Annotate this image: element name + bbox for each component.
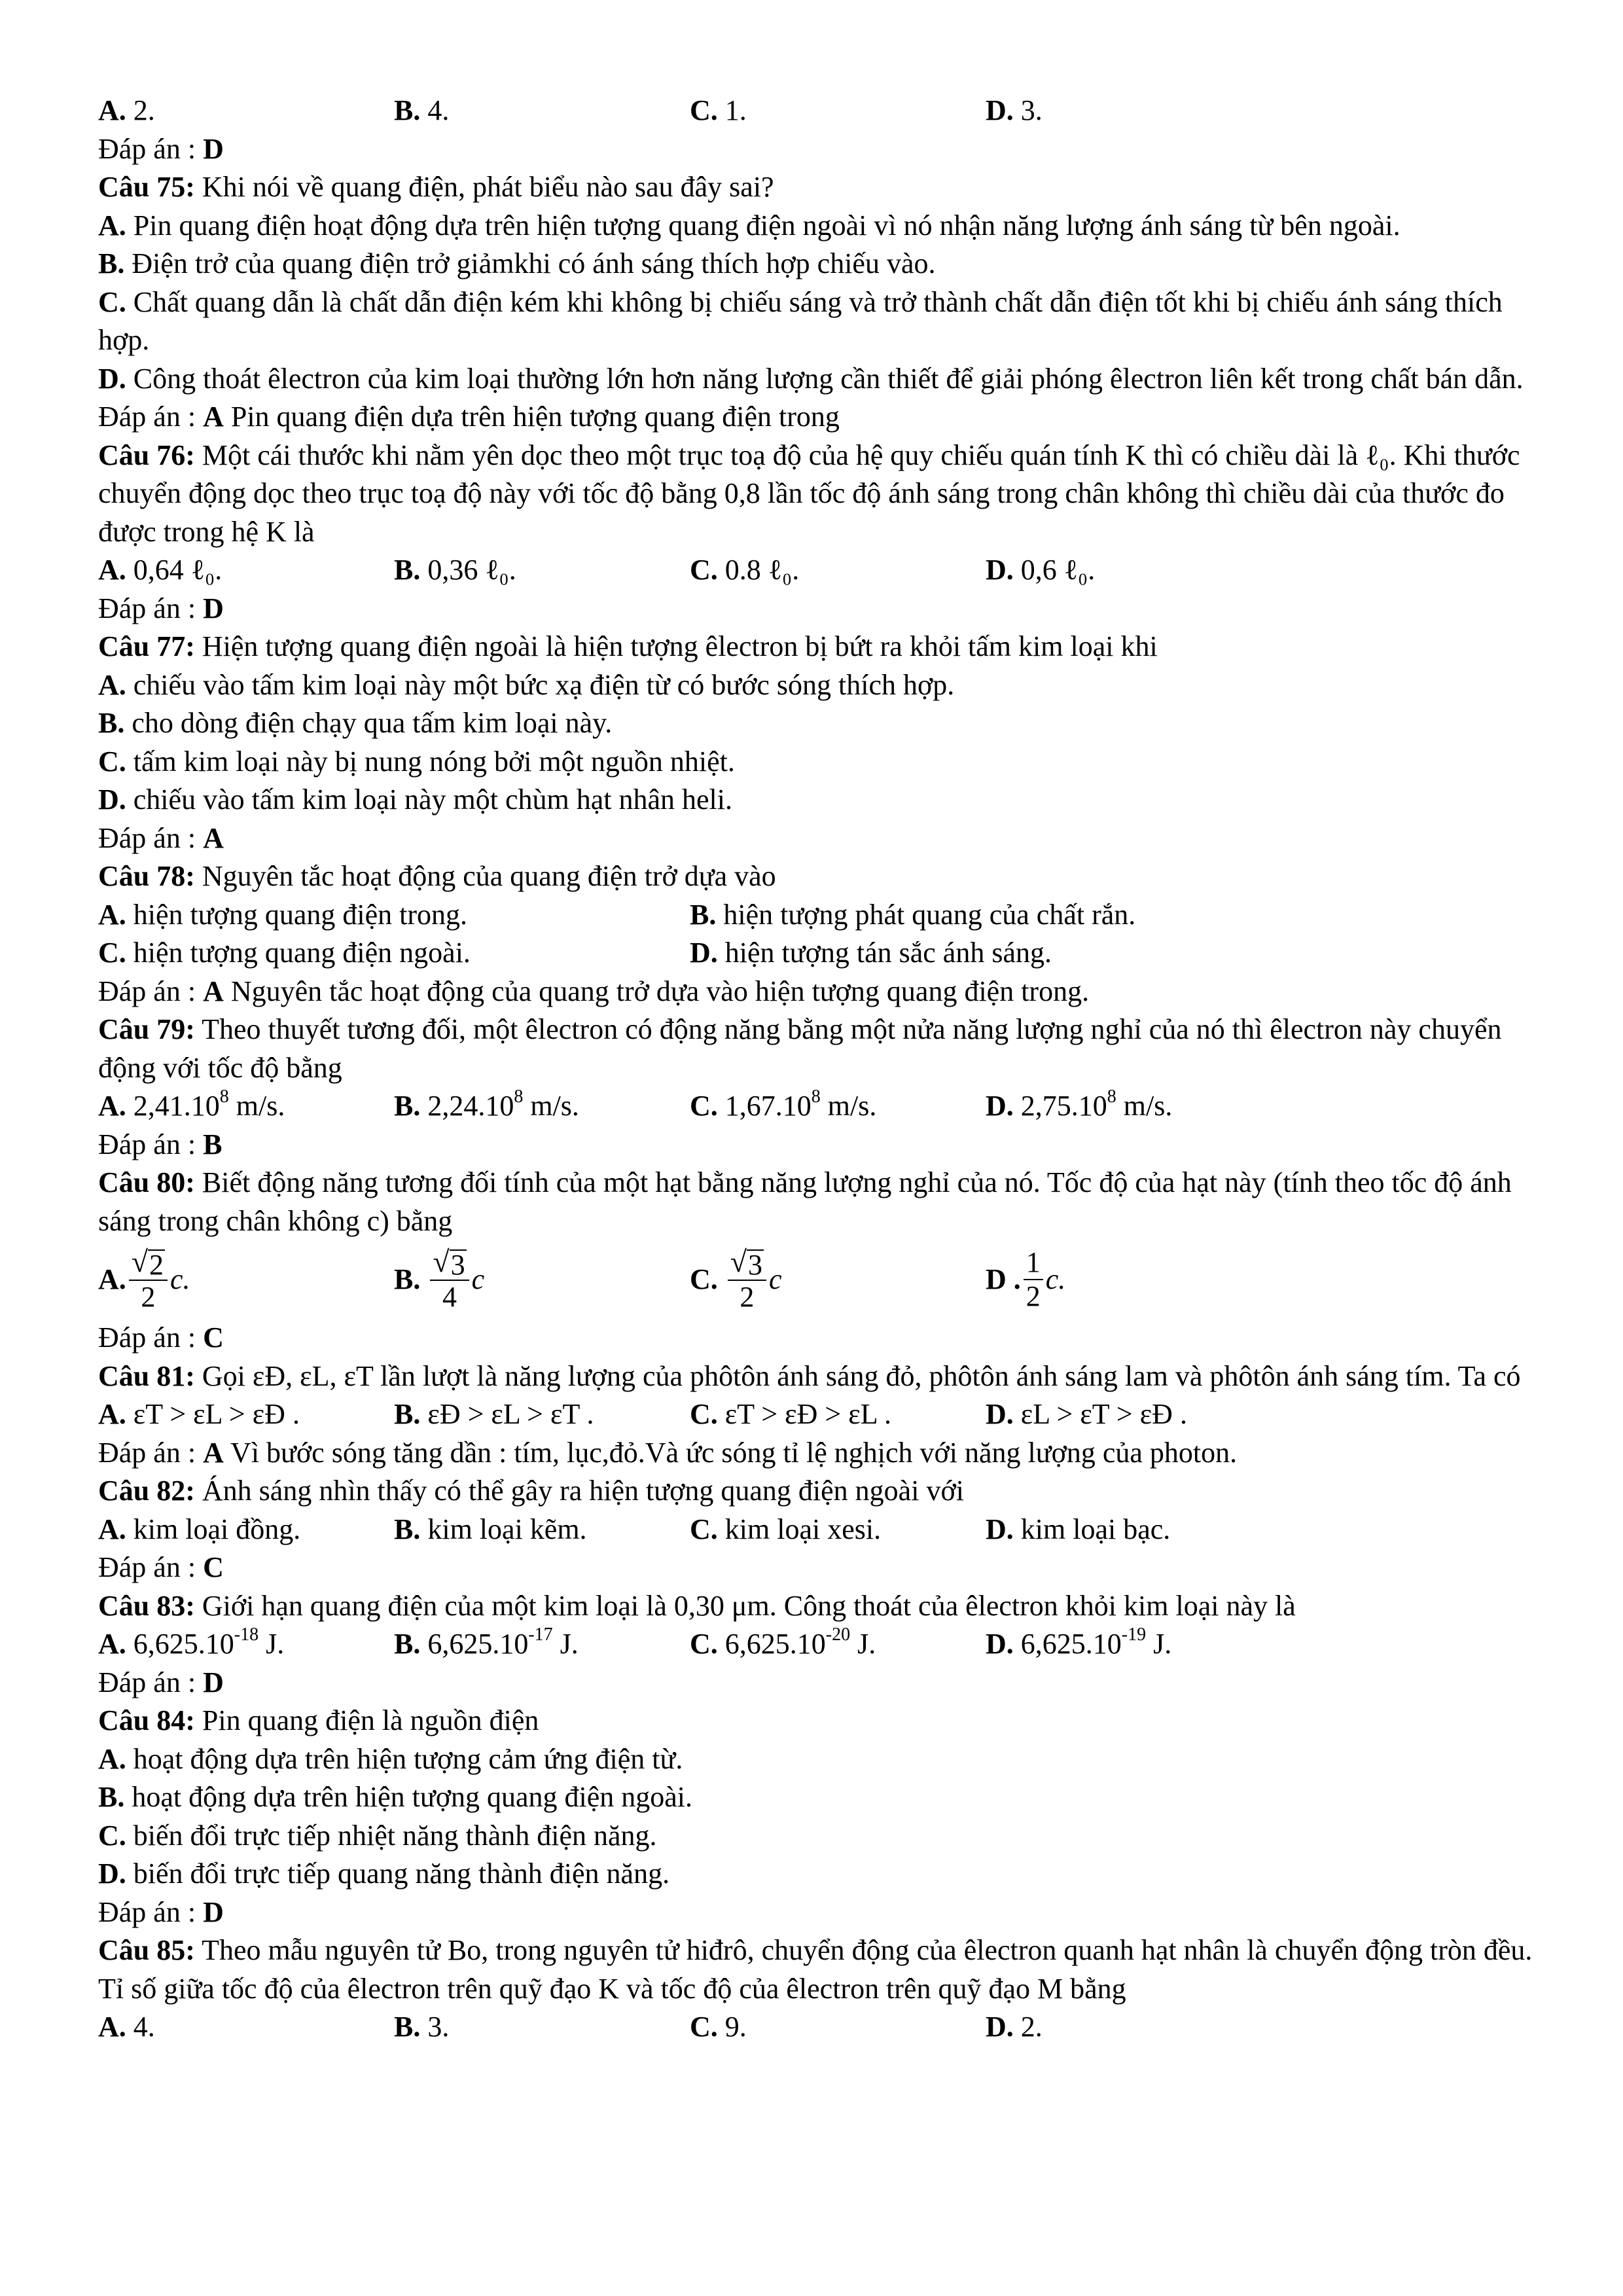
q84-answer: Đáp án : D xyxy=(98,1895,224,1928)
q77-option-c: C. tấm kim loại này bị nung nóng bởi một nguồn nhiệt. xyxy=(98,745,735,778)
q84-option-a: A. hoạt động dựa trên hiện tượng cảm ứng điện từ. xyxy=(98,1742,683,1775)
q80-option-a: A. √ 2 2 c. xyxy=(98,1245,190,1313)
q80-options xyxy=(98,1240,1538,1319)
q76-options xyxy=(98,551,1538,590)
q77-stem: Câu 77: Hiện tượng quang điện ngoài là hiện tượng êlectron bị bứt ra khỏi tấm kim loại khi xyxy=(98,630,1158,662)
q83-option-d: D. $6,625.10^{-19}$ J. xyxy=(986,1624,1172,1660)
q77-answer: Đáp án : A xyxy=(98,821,224,854)
q81-option-b: B. εĐ > εL > εT . xyxy=(394,1398,594,1430)
q76-option-d: D. 0,6 ℓ₀. xyxy=(986,554,1096,586)
q78-option-d: D. hiện tượng tán sắc ánh sáng. xyxy=(690,937,1052,969)
document-page xyxy=(98,92,1538,2047)
q78-option-a: A. hiện tượng quang điện trong. xyxy=(98,898,468,931)
q82-option-d: D. kim loại bạc. xyxy=(986,1513,1171,1545)
q84-option-d: D. biến đổi trực tiếp quang năng thành điện năng. xyxy=(98,1857,670,1890)
q78-stem: Câu 78: Nguyên tắc hoạt động của quang điện trở dựa vào xyxy=(98,860,776,892)
q76-answer: Đáp án : D xyxy=(98,592,224,624)
q81-option-d: D. εL > εT > εĐ . xyxy=(986,1398,1187,1430)
q79-answer: Đáp án : B xyxy=(98,1128,223,1160)
q76-option-c: C. 0.8 ℓ₀. xyxy=(690,554,800,586)
q77-option-d: D. chiếu vào tấm kim loại này một chùm hạt nhân heli. xyxy=(98,783,732,816)
q85-option-b: B. 3. xyxy=(394,2011,450,2043)
q80-option-b: B. √ 3 4 c xyxy=(394,1245,485,1313)
q80-d-fraction: $\frac{1}{2}$ xyxy=(1024,1246,1043,1313)
q80-option-d: D . $\frac{1}{2}$ c. xyxy=(986,1246,1066,1312)
q85-options xyxy=(98,2008,1538,2047)
q85-option-c: C. 9. xyxy=(690,2011,747,2043)
q85-stem: Câu 85: Theo mẫu nguyên tử Bo, trong nguyên tử hiđrô, chuyển động của êlectron quanh hạt nhân là chuyển động tròn đều. Tỉ số giữa tốc độ của êlectron trên quỹ đạo K và tốc độ của êlectron trên quỹ đạo M bằng xyxy=(98,1934,1533,2005)
q85-option-a: A. 4. xyxy=(98,2011,155,2043)
q77-option-b: B. cho dòng điện chạy qua tấm kim loại này. xyxy=(98,707,613,739)
q81-options xyxy=(98,1395,1538,1434)
q80-c-fraction: √ 3 2 xyxy=(728,1246,766,1314)
q78-option-c: C. hiện tượng quang điện ngoài. xyxy=(98,937,471,969)
q78-options-ab xyxy=(98,896,1538,935)
q83-options xyxy=(98,1625,1538,1664)
q74-option-c: C. 1. xyxy=(690,94,747,126)
q75-option-a: A. Pin quang điện hoạt động dựa trên hiện tượng quang điện ngoài vì nó nhận năng lượng ánh sáng từ bên ngoài. xyxy=(98,209,1400,242)
q83-option-c: C. $6,625.10^{-20}$ J. xyxy=(690,1624,876,1660)
q74-answer: Đáp án : D xyxy=(98,132,224,165)
q78-option-b: B. hiện tượng phát quang của chất rắn. xyxy=(690,898,1136,931)
q83-stem: Câu 83: Giới hạn quang điện của một kim loại là 0,30 μm. Công thoát của êlectron khỏi kim loại này là xyxy=(98,1589,1296,1622)
q74-option-d: D. 3. xyxy=(986,94,1043,126)
q79-option-a: A. 2,41.10$^8$ m/s. xyxy=(98,1086,285,1122)
q79-stem: Câu 79: Theo thuyết tương đối, một êlectron có động năng bằng một nửa năng lượng nghỉ của nó thì êlectron này chuyển động với tốc độ bằng xyxy=(98,1013,1502,1084)
q74-option-a: A. 2. xyxy=(98,94,155,126)
q80-option-c: C. √ 3 2 c xyxy=(690,1245,782,1313)
q82-option-c: C. kim loại xesi. xyxy=(690,1513,882,1545)
q83-option-a: A. $6,625.10^{-18}$ J. xyxy=(98,1624,285,1660)
q79-option-c: C. 1,67.10$^8$ m/s. xyxy=(690,1086,877,1122)
q83-option-b: B. $6,625.10^{-17}$ J. xyxy=(394,1624,579,1660)
q76-option-a: A. 0,64 ℓ₀. xyxy=(98,554,223,586)
q80-answer: Đáp án : C xyxy=(98,1321,224,1354)
q84-stem: Câu 84: Pin quang điện là nguồn điện xyxy=(98,1704,539,1736)
q81-option-c: C. εT > εĐ > εL . xyxy=(690,1398,891,1430)
q79-option-d: D. 2,75.10$^8$ m/s. xyxy=(986,1086,1173,1122)
q79-options xyxy=(98,1087,1538,1126)
q75-stem: Câu 75: Khi nói về quang điện, phát biểu nào sau đây sai? xyxy=(98,171,774,203)
q78-answer: Đáp án : A Nguyên tắc hoạt động của quang trở dựa vào hiện tượng quang điện trong. xyxy=(98,975,1090,1007)
q74-options xyxy=(98,92,1538,130)
q83-answer: Đáp án : D xyxy=(98,1666,224,1698)
q82-options xyxy=(98,1511,1538,1549)
q82-option-b: B. kim loại kẽm. xyxy=(394,1513,587,1545)
q75-answer: Đáp án : A Pin quang điện dựa trên hiện tượng quang điện trong xyxy=(98,401,840,433)
q81-stem: Câu 81: Gọi εĐ, εL, εT lần lượt là năng lượng của phôtôn ánh sáng đỏ, phôtôn ánh sáng lam và phôtôn ánh sáng tím. Ta có xyxy=(98,1359,1521,1392)
q74-option-b: B. 4. xyxy=(394,94,450,126)
q82-stem: Câu 82: Ánh sáng nhìn thấy có thể gây ra hiện tượng quang điện ngoài với xyxy=(98,1475,964,1507)
q78-options-cd xyxy=(98,934,1538,973)
q80-stem: Câu 80: Biết động năng tương đối tính của một hạt bằng năng lượng nghỉ của nó. Tốc độ của hạt này (tính theo tốc độ ánh sáng trong chân không c) bằng xyxy=(98,1166,1512,1237)
q85-option-d: D. 2. xyxy=(986,2011,1043,2043)
q82-answer: Đáp án : C xyxy=(98,1551,224,1583)
q77-option-a: A. chiếu vào tấm kim loại này một bức xạ điện từ có bước sóng thích hợp. xyxy=(98,668,955,701)
q84-option-c: C. biến đổi trực tiếp nhiệt năng thành điện năng. xyxy=(98,1819,657,1852)
q80-a-fraction: √ 2 2 xyxy=(129,1246,168,1314)
q81-answer: Đáp án : A Vì bước sóng tăng dần : tím, lục,đỏ.Và ức sóng tỉ lệ nghịch với năng lượng của photon. xyxy=(98,1436,1238,1469)
q76-stem: Câu 76: Một cái thước khi nằm yên dọc theo một trục toạ độ của hệ quy chiếu quán tính K thì có chiều dài là ℓ₀. Khi thước chuyển động dọc theo trục toạ độ này với tốc độ bằng 0,8 lần tốc độ ánh sáng trong chân không thì chiều dài của thước đo được trong hệ K là xyxy=(98,439,1520,548)
q80-b-fraction: √ 3 4 xyxy=(430,1246,469,1314)
q76-option-b: B. 0,36 ℓ₀. xyxy=(394,554,516,586)
q82-option-a: A. kim loại đồng. xyxy=(98,1513,301,1545)
q81-option-a: A. εT > εL > εĐ . xyxy=(98,1398,300,1430)
q75-option-c: C. Chất quang dẫn là chất dẫn điện kém khi không bị chiếu sáng và trở thành chất dẫn điện tốt khi bị chiếu ánh sáng thích hợp. xyxy=(98,285,1503,356)
q75-option-d: D. Công thoát êlectron của kim loại thường lớn hơn năng lượng cần thiết để giải phóng êlectron liên kết trong chất bán dẫn. xyxy=(98,362,1524,395)
q79-option-b: B. 2,24.10$^8$ m/s. xyxy=(394,1086,579,1122)
q84-option-b: B. hoạt động dựa trên hiện tượng quang điện ngoài. xyxy=(98,1781,693,1813)
q75-option-b: B. Điện trở của quang điện trở giảmkhi có ánh sáng thích hợp chiếu vào. xyxy=(98,247,936,279)
